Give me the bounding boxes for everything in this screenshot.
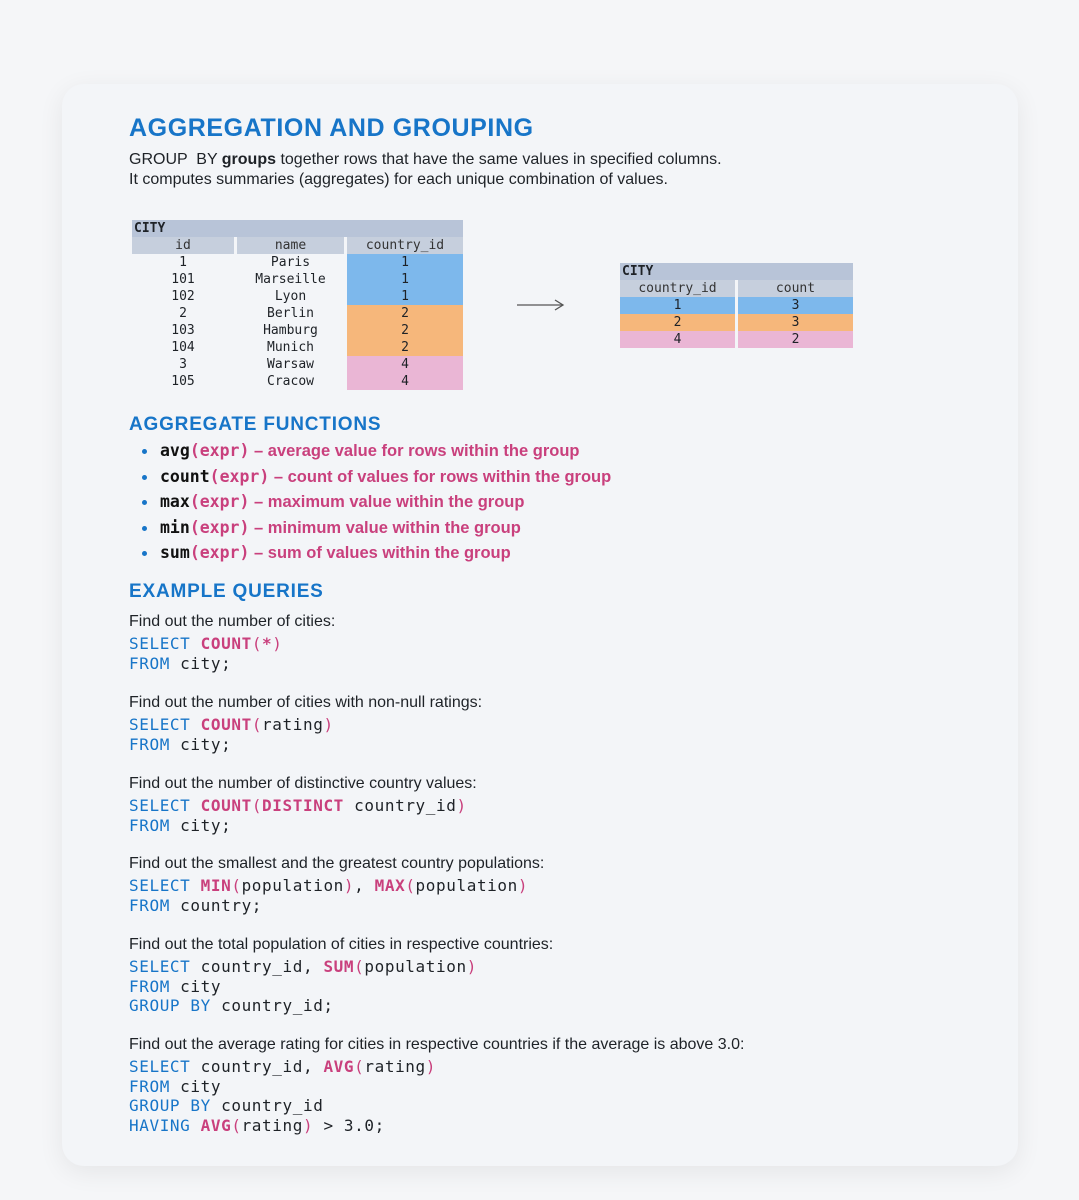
code-token: FROM <box>129 895 170 915</box>
table-cell: Hamburg <box>263 323 318 338</box>
code-token: ) <box>466 957 477 976</box>
table-cell: 101 <box>171 272 195 287</box>
table-cell: 2 <box>347 305 463 322</box>
code-token: FROM <box>129 653 170 673</box>
column-header: country_id <box>620 280 735 297</box>
arrow-right-icon <box>515 295 567 315</box>
city-table <box>129 220 466 390</box>
code-token: > 3.0; <box>313 1115 385 1135</box>
code-token: AVG <box>200 1115 232 1135</box>
code-line <box>129 735 482 755</box>
query-code <box>129 1057 744 1135</box>
table-row <box>132 339 463 356</box>
code-token: ( <box>231 876 242 895</box>
table-cell: 2 <box>738 331 853 348</box>
function-name: min <box>160 517 190 537</box>
code-token: ) <box>302 1115 314 1135</box>
code-token: country_id <box>343 796 457 815</box>
table-row <box>132 288 463 305</box>
example-queries-heading: EXAMPLE QUERIES <box>129 581 324 602</box>
bullet-icon <box>142 449 147 454</box>
code-token: city; <box>169 653 232 673</box>
code-token: rating <box>241 1115 303 1135</box>
code-token: GROUP BY <box>129 1096 211 1115</box>
bullet-icon <box>142 500 147 505</box>
table-row <box>132 373 463 390</box>
code-line <box>129 1057 744 1077</box>
query-code <box>129 876 544 915</box>
code-line <box>129 715 482 735</box>
table-row <box>620 297 853 314</box>
code-token: population <box>241 876 344 895</box>
aggregate-functions-list <box>129 438 611 566</box>
table-row <box>132 356 463 373</box>
table-cell: 1 <box>347 254 463 271</box>
query-block <box>129 611 335 673</box>
query-block <box>129 853 544 915</box>
code-token: ( <box>354 1057 365 1076</box>
code-token: rating <box>262 715 324 734</box>
function-item <box>129 489 611 515</box>
code-line <box>129 957 553 977</box>
code-token: * <box>262 634 273 653</box>
code-token: ( <box>354 957 365 976</box>
code-line <box>129 896 544 916</box>
code-line <box>129 796 477 816</box>
code-token: FROM <box>129 734 170 754</box>
code-token: ) <box>272 634 283 653</box>
code-token: SUM <box>323 957 355 976</box>
table-cell: Paris <box>270 255 311 270</box>
code-token: city; <box>169 815 232 835</box>
code-token: HAVING <box>129 1115 201 1135</box>
query-description: Find out the average rating for cities in respective countries if the average is above 3.0: <box>129 1036 745 1053</box>
code-token: city <box>169 976 222 996</box>
query-code <box>129 957 553 1016</box>
code-token: GROUP BY <box>129 996 211 1015</box>
function-item <box>129 438 611 464</box>
code-token: rating <box>364 1057 426 1076</box>
code-token: population <box>364 957 467 976</box>
function-desc: – average value for rows within the group <box>249 442 580 460</box>
code-token: city; <box>169 734 232 754</box>
table-cell: 1 <box>347 271 463 288</box>
code-token: ) <box>456 796 467 815</box>
intro-group-by: GROUP BY <box>129 151 222 168</box>
intro-bold: groups <box>221 151 276 168</box>
code-token: ( <box>251 715 263 734</box>
table-cell: Cracow <box>267 374 314 389</box>
code-token: ) <box>425 1057 437 1076</box>
code-token: ( <box>231 1115 242 1135</box>
code-token: SELECT <box>129 876 201 895</box>
code-line <box>129 1077 744 1097</box>
query-code <box>129 634 335 673</box>
code-line <box>129 634 335 654</box>
query-description: Find out the total population of cities in respective countries: <box>129 936 554 953</box>
code-token: , <box>354 876 375 895</box>
code-token: SELECT <box>129 1057 201 1076</box>
code-token: country_id, <box>200 1057 324 1076</box>
function-name: avg <box>160 441 190 460</box>
code-token: FROM <box>129 1076 170 1096</box>
table-row <box>132 271 463 288</box>
code-line <box>129 816 477 836</box>
code-token: ) <box>323 715 334 734</box>
code-token: COUNT <box>200 796 252 815</box>
code-line <box>129 654 335 674</box>
code-token: country; <box>169 895 263 915</box>
table-cell: 1 <box>620 297 735 314</box>
query-description: Find out the smallest and the greatest country populations: <box>129 855 545 872</box>
bullet-icon <box>142 551 147 556</box>
query-description: Find out the number of cities: <box>129 613 336 630</box>
function-desc: – count of values for rows within the group <box>269 467 612 486</box>
function-item <box>129 540 611 566</box>
function-arg: (expr) <box>189 517 250 537</box>
function-arg: (expr) <box>209 466 270 486</box>
table-cell: Warsaw <box>267 357 314 372</box>
column-header: count <box>738 280 853 297</box>
table-row <box>132 254 463 271</box>
aggregate-functions-heading: AGGREGATE FUNCTIONS <box>129 414 382 435</box>
bullet-icon <box>142 475 147 480</box>
function-name: sum <box>160 543 190 562</box>
table-cell: 2 <box>620 314 735 331</box>
table-cell: 102 <box>171 289 195 304</box>
table-row <box>132 322 463 339</box>
function-name: count <box>160 466 210 486</box>
query-description: Find out the number of cities with non-null ratings: <box>129 694 483 711</box>
bullet-icon <box>142 526 147 531</box>
table-cell: 1 <box>179 255 187 270</box>
query-block <box>129 934 553 1016</box>
code-token: ) <box>343 876 355 895</box>
table-row <box>620 314 853 331</box>
table-cell: 4 <box>347 356 463 373</box>
table-cell: 4 <box>620 331 735 348</box>
table-cell: 2 <box>179 306 187 321</box>
table-cell: 103 <box>171 323 195 338</box>
code-token: ) <box>517 876 529 895</box>
code-token: ( <box>251 634 263 653</box>
column-header: country_id <box>347 237 463 254</box>
table-cell: Lyon <box>274 289 307 304</box>
code-token: SELECT <box>129 715 201 734</box>
table-cell: 104 <box>171 340 195 355</box>
result-table-name: CITY <box>620 263 853 280</box>
query-block <box>129 1034 744 1135</box>
code-token: COUNT <box>200 715 252 734</box>
table-cell: Berlin <box>267 306 314 321</box>
code-token: ( <box>251 796 263 815</box>
code-token: SELECT <box>129 634 201 653</box>
code-line <box>129 876 544 896</box>
function-item <box>129 464 611 490</box>
code-token: ( <box>405 876 416 895</box>
function-arg: (expr) <box>189 492 250 511</box>
code-line <box>129 1116 744 1136</box>
code-token: SELECT <box>129 957 201 976</box>
city-table-name: CITY <box>132 220 463 237</box>
table-cell: Munich <box>267 340 314 355</box>
code-token: MAX <box>374 876 406 895</box>
query-block <box>129 692 482 754</box>
function-desc: – minimum value within the group <box>249 518 521 537</box>
table-cell: 105 <box>171 374 195 389</box>
intro-text <box>129 150 722 190</box>
code-token: country_id; <box>210 996 334 1015</box>
query-description: Find out the number of distinctive country values: <box>129 775 477 792</box>
code-token: country_id, <box>200 957 324 976</box>
table-cell: 3 <box>738 314 853 331</box>
code-line <box>129 996 553 1016</box>
intro-line2: It computes summaries (aggregates) for each unique combination of values. <box>129 171 668 188</box>
function-desc: – maximum value within the group <box>249 493 525 511</box>
intro-rest: together rows that have the same values in specified columns. <box>276 151 722 168</box>
table-row <box>620 331 853 348</box>
code-token: MIN <box>200 876 232 895</box>
function-arg: (expr) <box>189 441 250 460</box>
code-token: DISTINCT <box>262 796 344 815</box>
table-row <box>132 305 463 322</box>
code-token: city <box>169 1076 222 1096</box>
column-header: id <box>132 237 234 254</box>
code-token: AVG <box>323 1057 355 1076</box>
table-cell: 4 <box>347 373 463 390</box>
function-desc: – sum of values within the group <box>249 544 511 562</box>
function-item <box>129 515 611 541</box>
table-cell: 1 <box>347 288 463 305</box>
code-token: SELECT <box>129 796 201 815</box>
table-cell: 3 <box>738 297 853 314</box>
column-header: name <box>237 237 344 254</box>
query-code <box>129 715 482 754</box>
code-token: COUNT <box>200 634 252 653</box>
code-line <box>129 1096 744 1116</box>
query-block <box>129 773 477 835</box>
table-cell: Marseille <box>255 272 326 287</box>
code-token: country_id <box>210 1096 324 1115</box>
code-token: population <box>415 876 518 895</box>
function-arg: (expr) <box>189 543 250 562</box>
code-line <box>129 977 553 997</box>
code-token: FROM <box>129 976 170 996</box>
table-cell: 2 <box>347 339 463 356</box>
result-table <box>617 263 856 348</box>
function-name: max <box>160 492 190 511</box>
table-cell: 2 <box>347 322 463 339</box>
page-title: AGGREGATION AND GROUPING <box>129 114 534 142</box>
query-code <box>129 796 477 835</box>
code-token: FROM <box>129 815 170 835</box>
table-cell: 3 <box>179 357 187 372</box>
